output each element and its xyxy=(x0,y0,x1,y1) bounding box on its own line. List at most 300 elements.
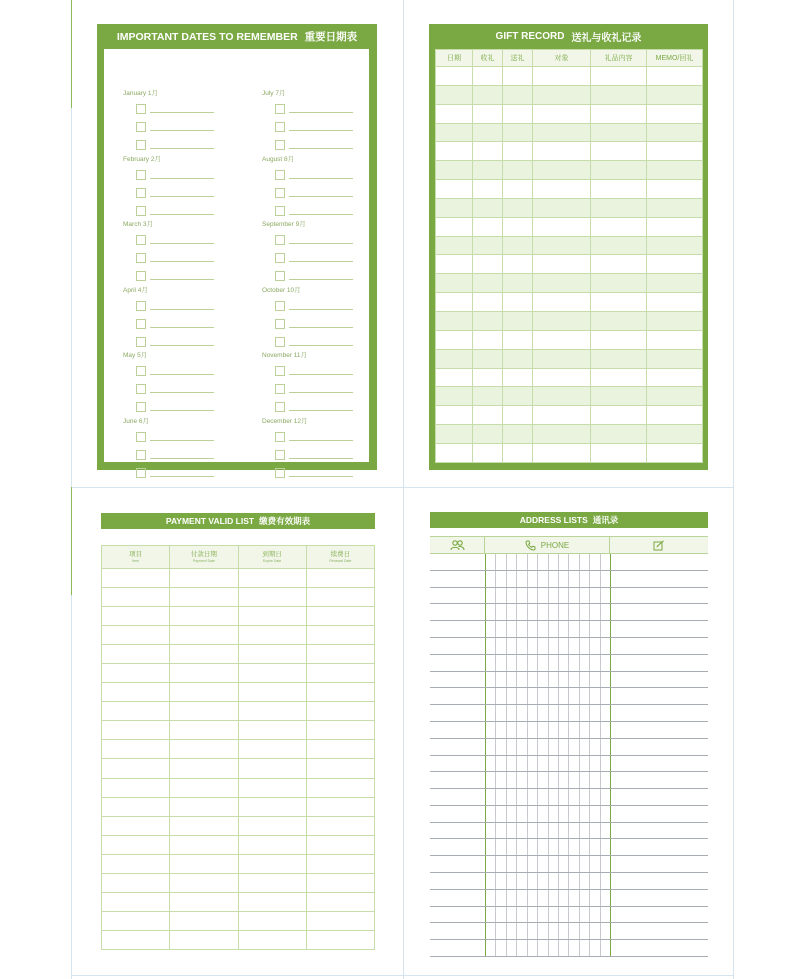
date-write-line[interactable] xyxy=(289,129,353,131)
gift-cell[interactable] xyxy=(647,443,703,462)
gift-cell[interactable] xyxy=(473,123,503,142)
gift-cell[interactable] xyxy=(503,236,533,255)
date-write-line[interactable] xyxy=(150,213,214,215)
gift-cell[interactable] xyxy=(436,236,473,255)
payment-cell[interactable] xyxy=(102,778,170,797)
gift-cell[interactable] xyxy=(436,198,473,217)
date-write-line[interactable] xyxy=(150,373,214,375)
gift-cell[interactable] xyxy=(647,425,703,444)
gift-cell[interactable] xyxy=(436,443,473,462)
date-checkbox[interactable] xyxy=(275,104,285,114)
payment-cell[interactable] xyxy=(102,569,170,588)
gift-cell[interactable] xyxy=(647,255,703,274)
date-checkbox[interactable] xyxy=(136,384,146,394)
date-write-line[interactable] xyxy=(150,195,214,197)
gift-cell[interactable] xyxy=(473,311,503,330)
date-checkbox[interactable] xyxy=(136,337,146,347)
payment-cell[interactable] xyxy=(170,930,238,949)
date-write-line[interactable] xyxy=(150,129,214,131)
gift-cell[interactable] xyxy=(473,198,503,217)
gift-cell[interactable] xyxy=(436,425,473,444)
date-checkbox[interactable] xyxy=(136,450,146,460)
gift-cell[interactable] xyxy=(436,123,473,142)
payment-cell[interactable] xyxy=(102,911,170,930)
gift-cell[interactable] xyxy=(436,274,473,293)
gift-cell[interactable] xyxy=(647,123,703,142)
gift-cell[interactable] xyxy=(503,311,533,330)
date-write-line[interactable] xyxy=(289,409,353,411)
gift-cell[interactable] xyxy=(591,180,647,199)
address-row[interactable] xyxy=(430,605,708,621)
date-checkbox[interactable] xyxy=(275,337,285,347)
payment-cell[interactable] xyxy=(102,721,170,740)
date-checkbox[interactable] xyxy=(136,206,146,216)
gift-cell[interactable] xyxy=(591,368,647,387)
date-write-line[interactable] xyxy=(150,326,214,328)
gift-cell[interactable] xyxy=(591,311,647,330)
date-write-line[interactable] xyxy=(289,242,353,244)
payment-cell[interactable] xyxy=(306,854,374,873)
gift-cell[interactable] xyxy=(647,217,703,236)
gift-cell[interactable] xyxy=(473,293,503,312)
address-row[interactable] xyxy=(430,706,708,722)
gift-cell[interactable] xyxy=(591,274,647,293)
date-write-line[interactable] xyxy=(289,147,353,149)
payment-cell[interactable] xyxy=(102,835,170,854)
gift-cell[interactable] xyxy=(503,368,533,387)
payment-cell[interactable] xyxy=(170,873,238,892)
gift-cell[interactable] xyxy=(473,104,503,123)
gift-cell[interactable] xyxy=(503,425,533,444)
payment-cell[interactable] xyxy=(238,607,306,626)
payment-cell[interactable] xyxy=(238,911,306,930)
payment-cell[interactable] xyxy=(306,664,374,683)
payment-cell[interactable] xyxy=(306,645,374,664)
payment-cell[interactable] xyxy=(102,645,170,664)
address-row[interactable] xyxy=(430,656,708,672)
payment-cell[interactable] xyxy=(102,854,170,873)
date-checkbox[interactable] xyxy=(275,319,285,329)
address-row[interactable] xyxy=(430,740,708,756)
gift-cell[interactable] xyxy=(503,387,533,406)
gift-cell[interactable] xyxy=(647,406,703,425)
payment-cell[interactable] xyxy=(306,892,374,911)
date-checkbox[interactable] xyxy=(275,450,285,460)
address-row[interactable] xyxy=(430,723,708,739)
gift-cell[interactable] xyxy=(503,255,533,274)
gift-cell[interactable] xyxy=(591,236,647,255)
gift-cell[interactable] xyxy=(503,293,533,312)
gift-cell[interactable] xyxy=(503,349,533,368)
payment-cell[interactable] xyxy=(102,873,170,892)
payment-cell[interactable] xyxy=(306,588,374,607)
gift-cell[interactable] xyxy=(647,104,703,123)
date-write-line[interactable] xyxy=(289,391,353,393)
gift-cell[interactable] xyxy=(503,217,533,236)
date-checkbox[interactable] xyxy=(275,271,285,281)
payment-cell[interactable] xyxy=(306,911,374,930)
date-checkbox[interactable] xyxy=(275,122,285,132)
date-write-line[interactable] xyxy=(289,177,353,179)
gift-cell[interactable] xyxy=(503,406,533,425)
payment-cell[interactable] xyxy=(170,759,238,778)
date-write-line[interactable] xyxy=(150,177,214,179)
gift-cell[interactable] xyxy=(591,406,647,425)
payment-cell[interactable] xyxy=(238,626,306,645)
payment-cell[interactable] xyxy=(170,740,238,759)
payment-cell[interactable] xyxy=(238,930,306,949)
gift-cell[interactable] xyxy=(533,293,591,312)
date-checkbox[interactable] xyxy=(275,188,285,198)
gift-cell[interactable] xyxy=(436,85,473,104)
address-row[interactable] xyxy=(430,924,708,940)
payment-cell[interactable] xyxy=(306,569,374,588)
gift-cell[interactable] xyxy=(647,349,703,368)
date-write-line[interactable] xyxy=(289,213,353,215)
payment-cell[interactable] xyxy=(238,797,306,816)
gift-cell[interactable] xyxy=(591,387,647,406)
date-checkbox[interactable] xyxy=(275,206,285,216)
payment-cell[interactable] xyxy=(102,607,170,626)
gift-cell[interactable] xyxy=(533,104,591,123)
payment-cell[interactable] xyxy=(306,816,374,835)
date-write-line[interactable] xyxy=(289,308,353,310)
payment-cell[interactable] xyxy=(238,835,306,854)
date-write-line[interactable] xyxy=(150,391,214,393)
gift-cell[interactable] xyxy=(591,67,647,86)
payment-cell[interactable] xyxy=(306,721,374,740)
payment-cell[interactable] xyxy=(306,740,374,759)
gift-cell[interactable] xyxy=(647,330,703,349)
date-write-line[interactable] xyxy=(150,439,214,441)
date-checkbox[interactable] xyxy=(275,170,285,180)
date-write-line[interactable] xyxy=(150,147,214,149)
payment-cell[interactable] xyxy=(306,683,374,702)
date-write-line[interactable] xyxy=(289,326,353,328)
payment-cell[interactable] xyxy=(170,607,238,626)
gift-cell[interactable] xyxy=(436,161,473,180)
payment-cell[interactable] xyxy=(170,835,238,854)
gift-cell[interactable] xyxy=(436,255,473,274)
payment-cell[interactable] xyxy=(170,892,238,911)
date-checkbox[interactable] xyxy=(275,301,285,311)
date-checkbox[interactable] xyxy=(136,122,146,132)
date-write-line[interactable] xyxy=(289,373,353,375)
address-row[interactable] xyxy=(430,840,708,856)
date-write-line[interactable] xyxy=(289,439,353,441)
gift-cell[interactable] xyxy=(436,387,473,406)
payment-cell[interactable] xyxy=(306,873,374,892)
address-row[interactable] xyxy=(430,622,708,638)
gift-cell[interactable] xyxy=(473,142,503,161)
gift-cell[interactable] xyxy=(503,274,533,293)
gift-cell[interactable] xyxy=(473,161,503,180)
payment-cell[interactable] xyxy=(170,588,238,607)
payment-cell[interactable] xyxy=(238,664,306,683)
gift-cell[interactable] xyxy=(473,425,503,444)
address-row[interactable] xyxy=(430,555,708,571)
payment-cell[interactable] xyxy=(102,816,170,835)
gift-cell[interactable] xyxy=(591,293,647,312)
gift-cell[interactable] xyxy=(647,180,703,199)
payment-cell[interactable] xyxy=(238,569,306,588)
date-write-line[interactable] xyxy=(150,278,214,280)
date-write-line[interactable] xyxy=(289,344,353,346)
gift-cell[interactable] xyxy=(503,443,533,462)
gift-cell[interactable] xyxy=(473,236,503,255)
address-row[interactable] xyxy=(430,639,708,655)
date-checkbox[interactable] xyxy=(275,366,285,376)
gift-cell[interactable] xyxy=(591,142,647,161)
gift-cell[interactable] xyxy=(647,293,703,312)
address-row[interactable] xyxy=(430,857,708,873)
date-checkbox[interactable] xyxy=(275,384,285,394)
date-checkbox[interactable] xyxy=(275,235,285,245)
gift-cell[interactable] xyxy=(503,85,533,104)
gift-cell[interactable] xyxy=(503,104,533,123)
date-checkbox[interactable] xyxy=(136,301,146,311)
gift-cell[interactable] xyxy=(591,161,647,180)
payment-cell[interactable] xyxy=(170,854,238,873)
gift-cell[interactable] xyxy=(436,142,473,161)
gift-cell[interactable] xyxy=(436,349,473,368)
gift-cell[interactable] xyxy=(436,368,473,387)
gift-cell[interactable] xyxy=(473,274,503,293)
address-row[interactable] xyxy=(430,891,708,907)
date-checkbox[interactable] xyxy=(275,402,285,412)
address-row[interactable] xyxy=(430,773,708,789)
gift-cell[interactable] xyxy=(647,198,703,217)
payment-cell[interactable] xyxy=(102,702,170,721)
gift-cell[interactable] xyxy=(533,236,591,255)
gift-cell[interactable] xyxy=(533,123,591,142)
gift-cell[interactable] xyxy=(647,274,703,293)
gift-cell[interactable] xyxy=(503,161,533,180)
date-checkbox[interactable] xyxy=(136,140,146,150)
address-row[interactable] xyxy=(430,756,708,772)
address-row[interactable] xyxy=(430,941,708,957)
payment-cell[interactable] xyxy=(170,683,238,702)
gift-cell[interactable] xyxy=(473,180,503,199)
gift-cell[interactable] xyxy=(533,142,591,161)
payment-cell[interactable] xyxy=(170,778,238,797)
date-checkbox[interactable] xyxy=(275,253,285,263)
date-write-line[interactable] xyxy=(289,195,353,197)
date-checkbox[interactable] xyxy=(136,170,146,180)
payment-cell[interactable] xyxy=(238,778,306,797)
gift-cell[interactable] xyxy=(436,104,473,123)
gift-cell[interactable] xyxy=(473,67,503,86)
payment-cell[interactable] xyxy=(238,816,306,835)
payment-cell[interactable] xyxy=(170,797,238,816)
address-row[interactable] xyxy=(430,907,708,923)
payment-cell[interactable] xyxy=(238,588,306,607)
address-row[interactable] xyxy=(430,874,708,890)
payment-cell[interactable] xyxy=(238,759,306,778)
payment-cell[interactable] xyxy=(238,702,306,721)
gift-cell[interactable] xyxy=(591,198,647,217)
gift-cell[interactable] xyxy=(647,311,703,330)
date-write-line[interactable] xyxy=(289,278,353,280)
date-checkbox[interactable] xyxy=(136,468,146,478)
gift-cell[interactable] xyxy=(473,368,503,387)
gift-cell[interactable] xyxy=(436,406,473,425)
date-write-line[interactable] xyxy=(150,308,214,310)
gift-cell[interactable] xyxy=(591,104,647,123)
payment-cell[interactable] xyxy=(306,797,374,816)
gift-cell[interactable] xyxy=(473,443,503,462)
date-checkbox[interactable] xyxy=(136,188,146,198)
payment-cell[interactable] xyxy=(102,664,170,683)
payment-cell[interactable] xyxy=(170,664,238,683)
gift-cell[interactable] xyxy=(647,161,703,180)
date-checkbox[interactable] xyxy=(136,235,146,245)
gift-cell[interactable] xyxy=(436,217,473,236)
gift-cell[interactable] xyxy=(647,85,703,104)
payment-cell[interactable] xyxy=(102,759,170,778)
address-row[interactable] xyxy=(430,672,708,688)
date-write-line[interactable] xyxy=(289,111,353,113)
address-row[interactable] xyxy=(430,807,708,823)
date-write-line[interactable] xyxy=(150,111,214,113)
gift-cell[interactable] xyxy=(533,443,591,462)
address-row[interactable] xyxy=(430,790,708,806)
payment-cell[interactable] xyxy=(170,911,238,930)
gift-cell[interactable] xyxy=(647,142,703,161)
gift-cell[interactable] xyxy=(533,161,591,180)
payment-cell[interactable] xyxy=(238,854,306,873)
gift-cell[interactable] xyxy=(436,293,473,312)
payment-cell[interactable] xyxy=(306,835,374,854)
gift-cell[interactable] xyxy=(533,85,591,104)
payment-cell[interactable] xyxy=(102,626,170,645)
payment-cell[interactable] xyxy=(306,626,374,645)
gift-cell[interactable] xyxy=(503,142,533,161)
date-checkbox[interactable] xyxy=(136,319,146,329)
date-checkbox[interactable] xyxy=(275,432,285,442)
payment-cell[interactable] xyxy=(306,702,374,721)
gift-cell[interactable] xyxy=(533,255,591,274)
payment-cell[interactable] xyxy=(170,816,238,835)
gift-cell[interactable] xyxy=(591,349,647,368)
date-write-line[interactable] xyxy=(150,409,214,411)
gift-cell[interactable] xyxy=(436,311,473,330)
gift-cell[interactable] xyxy=(533,67,591,86)
gift-cell[interactable] xyxy=(647,387,703,406)
date-checkbox[interactable] xyxy=(275,468,285,478)
gift-cell[interactable] xyxy=(533,274,591,293)
address-row[interactable] xyxy=(430,823,708,839)
gift-cell[interactable] xyxy=(436,180,473,199)
date-write-line[interactable] xyxy=(289,457,353,459)
gift-cell[interactable] xyxy=(533,217,591,236)
gift-cell[interactable] xyxy=(591,123,647,142)
date-write-line[interactable] xyxy=(150,260,214,262)
gift-cell[interactable] xyxy=(647,236,703,255)
gift-cell[interactable] xyxy=(473,349,503,368)
gift-cell[interactable] xyxy=(591,255,647,274)
gift-cell[interactable] xyxy=(591,85,647,104)
gift-cell[interactable] xyxy=(473,217,503,236)
payment-cell[interactable] xyxy=(102,797,170,816)
payment-cell[interactable] xyxy=(238,740,306,759)
payment-cell[interactable] xyxy=(238,892,306,911)
date-checkbox[interactable] xyxy=(136,402,146,412)
gift-cell[interactable] xyxy=(533,425,591,444)
payment-cell[interactable] xyxy=(102,740,170,759)
gift-cell[interactable] xyxy=(533,368,591,387)
gift-cell[interactable] xyxy=(503,330,533,349)
date-checkbox[interactable] xyxy=(275,140,285,150)
gift-cell[interactable] xyxy=(533,349,591,368)
payment-cell[interactable] xyxy=(238,721,306,740)
gift-cell[interactable] xyxy=(473,85,503,104)
gift-cell[interactable] xyxy=(533,330,591,349)
payment-cell[interactable] xyxy=(306,759,374,778)
date-checkbox[interactable] xyxy=(136,271,146,281)
gift-cell[interactable] xyxy=(591,425,647,444)
payment-cell[interactable] xyxy=(102,930,170,949)
date-write-line[interactable] xyxy=(150,457,214,459)
payment-cell[interactable] xyxy=(306,778,374,797)
address-row[interactable] xyxy=(430,689,708,705)
date-checkbox[interactable] xyxy=(136,253,146,263)
gift-cell[interactable] xyxy=(591,330,647,349)
payment-cell[interactable] xyxy=(170,721,238,740)
gift-cell[interactable] xyxy=(436,67,473,86)
gift-cell[interactable] xyxy=(473,255,503,274)
gift-cell[interactable] xyxy=(533,406,591,425)
payment-cell[interactable] xyxy=(238,645,306,664)
date-checkbox[interactable] xyxy=(136,104,146,114)
gift-cell[interactable] xyxy=(503,67,533,86)
payment-cell[interactable] xyxy=(306,930,374,949)
gift-cell[interactable] xyxy=(647,67,703,86)
gift-cell[interactable] xyxy=(503,180,533,199)
gift-cell[interactable] xyxy=(533,311,591,330)
payment-cell[interactable] xyxy=(170,702,238,721)
payment-cell[interactable] xyxy=(102,892,170,911)
gift-cell[interactable] xyxy=(473,406,503,425)
gift-cell[interactable] xyxy=(503,198,533,217)
address-row[interactable] xyxy=(430,588,708,604)
date-write-line[interactable] xyxy=(150,242,214,244)
address-row[interactable] xyxy=(430,572,708,588)
gift-cell[interactable] xyxy=(533,198,591,217)
payment-cell[interactable] xyxy=(170,569,238,588)
date-checkbox[interactable] xyxy=(136,432,146,442)
payment-cell[interactable] xyxy=(170,645,238,664)
gift-cell[interactable] xyxy=(473,330,503,349)
payment-cell[interactable] xyxy=(238,683,306,702)
gift-cell[interactable] xyxy=(533,387,591,406)
payment-cell[interactable] xyxy=(306,607,374,626)
date-write-line[interactable] xyxy=(289,475,353,477)
gift-cell[interactable] xyxy=(436,330,473,349)
gift-cell[interactable] xyxy=(473,387,503,406)
date-write-line[interactable] xyxy=(150,475,214,477)
payment-cell[interactable] xyxy=(102,588,170,607)
gift-cell[interactable] xyxy=(591,217,647,236)
gift-cell[interactable] xyxy=(533,180,591,199)
gift-cell[interactable] xyxy=(503,123,533,142)
date-write-line[interactable] xyxy=(289,260,353,262)
payment-cell[interactable] xyxy=(238,873,306,892)
payment-cell[interactable] xyxy=(102,683,170,702)
date-write-line[interactable] xyxy=(150,344,214,346)
gift-cell[interactable] xyxy=(591,443,647,462)
date-checkbox[interactable] xyxy=(136,366,146,376)
